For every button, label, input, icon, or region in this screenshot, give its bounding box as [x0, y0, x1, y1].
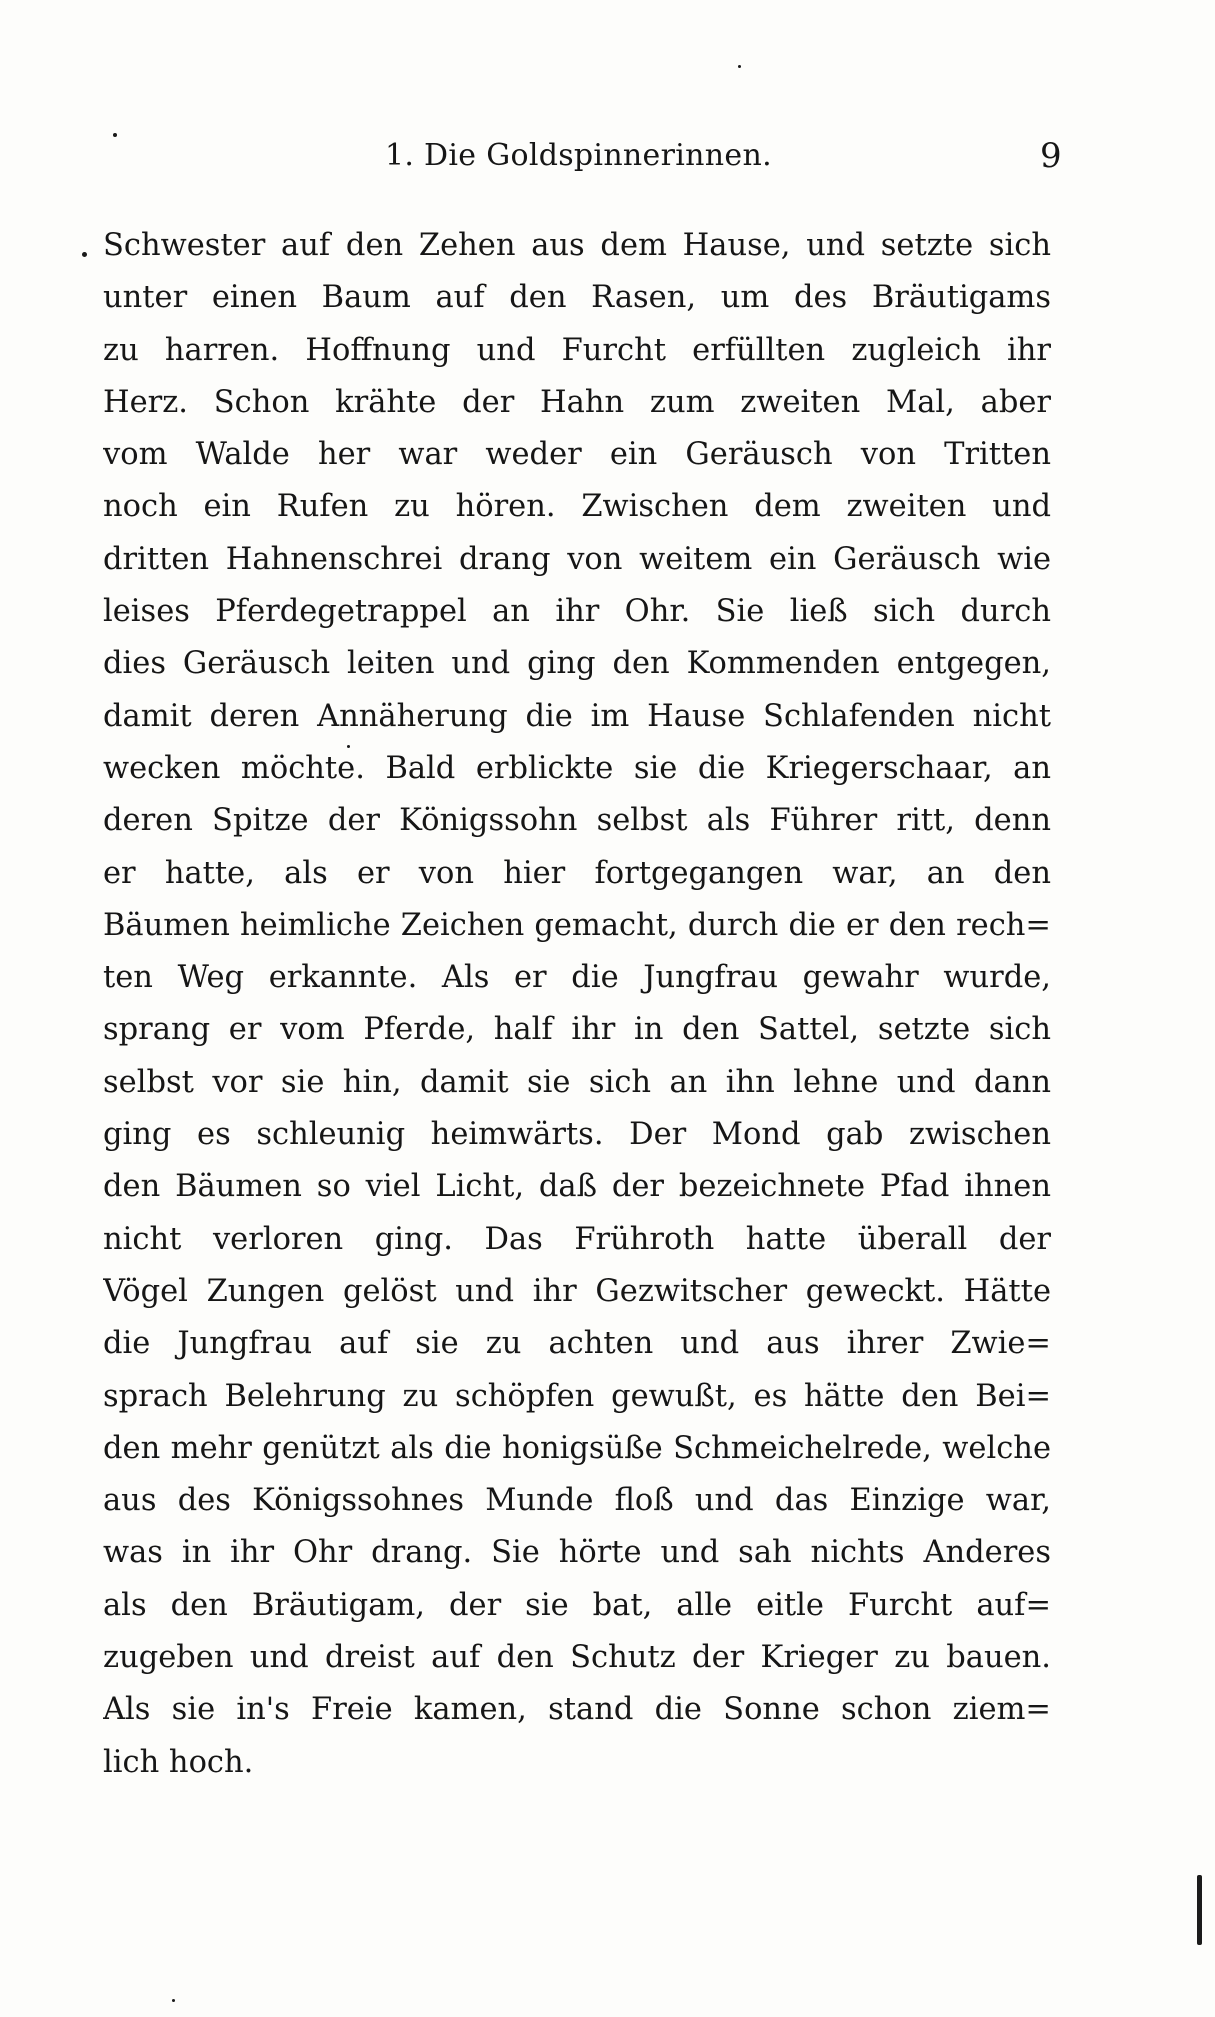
print-speck — [82, 252, 87, 257]
text-line: Als sie in's Freie kamen, stand die Sonne schon ziem= — [103, 1692, 1051, 1728]
text-line: dies Geräusch leiten und ging den Kommenden entgegen, — [103, 646, 1051, 682]
print-speck — [172, 1999, 175, 2002]
text-line: Bäumen heimliche Zeichen gemacht, durch die er den rech= — [103, 907, 1051, 943]
text-line: als den Bräutigam, der sie bat, alle eitle Furcht auf= — [103, 1587, 1051, 1623]
text-line: Vögel Zungen gelöst und ihr Gezwitscher geweckt. Hätte — [103, 1273, 1051, 1309]
text-line: wecken möchte. Bald erblickte sie die Kriegerschaar, an — [103, 750, 1051, 786]
print-speck — [347, 745, 350, 748]
page-edge-mark — [1197, 1875, 1202, 1945]
text-line: nicht verloren ging. Das Frühroth hatte überall der — [103, 1221, 1051, 1257]
text-line: sprang er vom Pferde, half ihr in den Sattel, setzte sich — [103, 1012, 1051, 1048]
text-line: den Bäumen so viel Licht, daß der bezeichnete Pfad ihnen — [103, 1169, 1051, 1205]
text-line: ten Weg erkannte. Als er die Jungfrau gewahr wurde, — [103, 960, 1051, 996]
text-line: Herz. Schon krähte der Hahn zum zweiten Mal, aber — [103, 384, 1051, 420]
text-line: die Jungfrau auf sie zu achten und aus ihrer Zwie= — [103, 1326, 1051, 1362]
text-line: was in ihr Ohr drang. Sie hörte und sah nichts Anderes — [103, 1535, 1051, 1571]
text-line: den mehr genützt als die honigsüße Schmeichelrede, welche — [103, 1430, 1051, 1466]
text-line: aus des Königssohnes Munde floß und das Einzige war, — [103, 1483, 1051, 1519]
print-speck — [738, 65, 741, 68]
text-line: er hatte, als er von hier fortgegangen war, an den — [103, 855, 1051, 891]
text-line: dritten Hahnenschrei drang von weitem ein Geräusch wie — [103, 541, 1051, 577]
text-line: deren Spitze der Königssohn selbst als Führer ritt, denn — [103, 803, 1051, 839]
text-line: ging es schleunig heimwärts. Der Mond gab zwischen — [103, 1117, 1051, 1153]
body-text — [103, 220, 1051, 1789]
text-line: zugeben und dreist auf den Schutz der Krieger zu bauen. — [103, 1640, 1051, 1676]
running-head: 1. Die Goldspinnerinnen. — [385, 138, 772, 173]
text-line: Schwester auf den Zehen aus dem Hause, und setzte sich — [103, 228, 1051, 263]
text-line: unter einen Baum auf den Rasen, um des Bräutigams — [103, 280, 1051, 316]
text-line: damit deren Annäherung die im Hause Schlafenden nicht — [103, 698, 1051, 734]
text-line: noch ein Rufen zu hören. Zwischen dem zweiten und — [103, 489, 1051, 525]
text-line: lich hoch. — [103, 1744, 254, 1780]
text-line: vom Walde her war weder ein Geräusch von Tritten — [103, 437, 1051, 473]
text-line: selbst vor sie hin, damit sie sich an ihn lehne und dann — [103, 1064, 1051, 1100]
text-line: sprach Belehrung zu schöpfen gewußt, es hätte den Bei= — [103, 1378, 1051, 1414]
text-line: leises Pferdegetrappel an ihr Ohr. Sie ließ sich durch — [103, 594, 1051, 630]
text-line: zu harren. Hoffnung und Furcht erfüllten zugleich ihr — [103, 332, 1051, 368]
page-number: 9 — [1040, 136, 1062, 176]
print-speck — [113, 133, 117, 137]
